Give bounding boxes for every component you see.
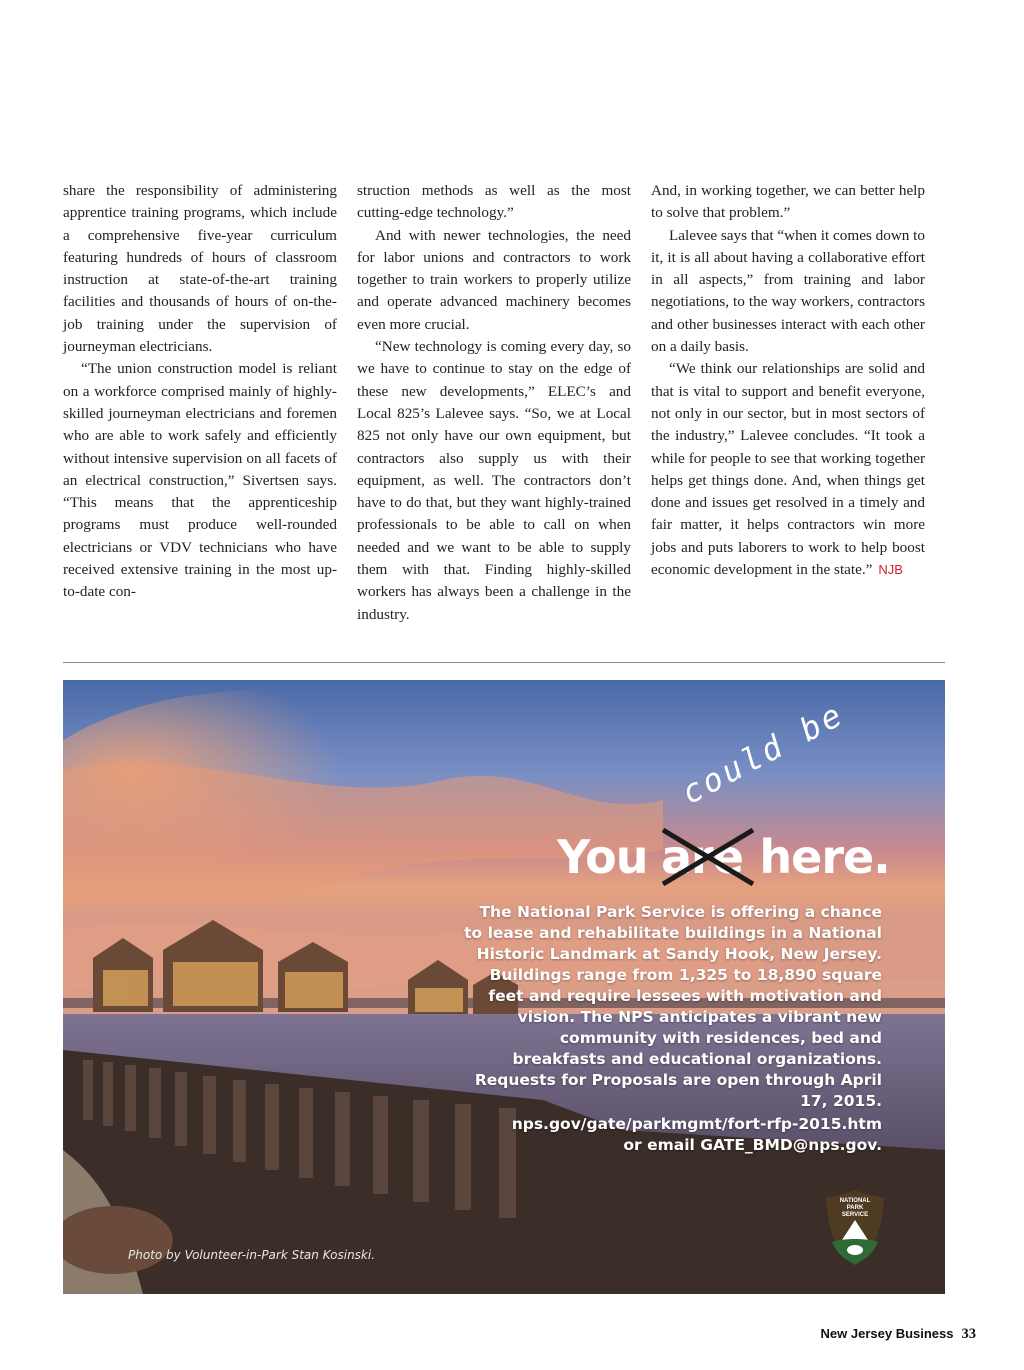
nps-arrowhead-logo <box>824 1188 886 1268</box>
publication-name: New Jersey Business <box>820 1326 954 1341</box>
paragraph: And, in working together, we can better help to solve that problem.” <box>651 182 925 222</box>
njb-signature: NJB <box>878 562 903 578</box>
paragraph <box>651 358 925 581</box>
article-column-2 <box>357 180 631 626</box>
logo-line-2: PARK <box>846 1205 864 1211</box>
paragraph: struction methods as well as the most cutting-edge technology.” <box>357 182 631 222</box>
article-column-3 <box>651 180 925 581</box>
logo-line-1: NATIONAL <box>839 1198 871 1204</box>
ad-body-text: The National Park Service is offering a chance to lease and rehabilitate buildings in a National Historic Landmark at Sandy Hook, New Jersey. Buildings range from 1,325 to 18,890 square feet and require lessees with motivation and vision. The NPS anticipates a vibrant new community with residences, bed and breakfasts and educational organizations. Requests for Proposals are open through April 17, 2015. <box>464 903 882 1110</box>
email-link[interactable]: or email GATE_BMD@nps.gov. <box>623 1136 882 1154</box>
headline-you: You <box>557 830 648 884</box>
paragraph: share the responsibility of administering apprentice training programs, which include a comprehensive five-year curriculum featuring hundreds of hours of classroom instruction at state-of-the-art training facilities and thousands of hours of on-the-job training under the supervision of journeyman electricians. <box>63 182 337 356</box>
paragraph: And with newer technologies, the need for labor unions and contractors to work together to train workers to properly utilize and operate advanced machinery becomes even more crucial. <box>357 226 631 333</box>
ad-contact <box>462 1114 882 1156</box>
paragraph: “The union construction model is reliant on a workforce comprised mainly of highly-skilled journeyman electricians and foremen who are able to work safely and efficiently without intensive supervision on all facets of an electrical construction,” Sivertsen says. “This means that the apprenticeship programs must produce well-rounded electricians or VDV technicians who have received extensive training in the most up-to-date con- <box>63 360 337 601</box>
paragraph-text: “We think our relationships are solid and that is vital to support and benefit everyone, not only in our sector, but in most sectors of the industry,” Lalevee concludes. “It took a while for people to see that working together helps get things done. And, when things get done and issues get resolved in a timely and fair matter, it helps contractors win more jobs and puts laborers to work to help boost economic development in the state.” <box>651 360 925 579</box>
struck-word: are <box>661 830 743 884</box>
logo-line-3: SERVICE <box>841 1212 869 1218</box>
rfp-link[interactable]: nps.gov/gate/parkmgmt/fort-rfp-2015.htm <box>511 1115 882 1133</box>
nps-advertisement <box>63 680 945 1294</box>
handwritten-could-be: could be <box>675 694 851 812</box>
headline-here: here. <box>759 830 890 884</box>
page-number: 33 <box>961 1326 976 1342</box>
article-column-1 <box>63 180 337 604</box>
paragraph: “New technology is coming every day, so we have to continue to stay on the edge of these new developments,” ELEC’s and Local 825’s Lalevee says. “So, we at Local 825 not only have our own equipment, but contractors also supply us with their equipment, as well. The contractors don’t have to do that, but they want highly-trained professionals to be able to call on when needed and we want to be able to supply them with that. Finding highly-skilled workers has always been a challenge in the industry. <box>357 338 631 623</box>
paragraph: Lalevee says that “when it comes down to it, it is all about having a collaborative effort in all aspects,” from training and labor negotiations, to the way workers, contractors and other businesses interact with each other on a daily basis. <box>651 226 925 356</box>
divider-rule <box>63 662 945 663</box>
page-footer <box>821 1326 976 1343</box>
photo-credit: Photo by Volunteer-in-Park Stan Kosinski. <box>128 1248 376 1262</box>
cross-out-mark <box>657 826 761 890</box>
